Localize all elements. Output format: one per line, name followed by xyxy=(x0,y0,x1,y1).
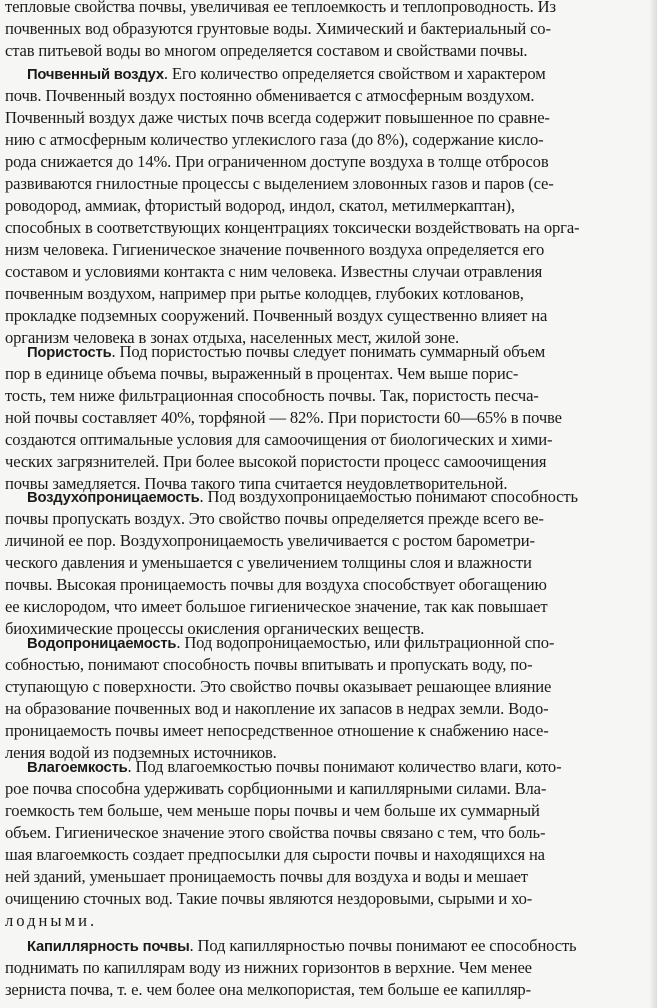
text-fragment: . Его количество определяется свойством и характером xyxy=(163,64,546,83)
text-line: низм человека. Гигиеническое значение почвенного воздуха определяется его xyxy=(5,240,545,259)
section-term: Воздухопроницаемость xyxy=(27,490,200,506)
text-line: роводород, аммиак, фтористый водород, индол, скатол, метилмеркаптан), xyxy=(5,196,515,215)
paragraph-first-line xyxy=(27,341,545,363)
text-line: почвы пропускать воздух. Это свойство почвы определяется прежде всего ве- xyxy=(5,509,544,528)
text-line: биохимические процессы окисления органических веществ. xyxy=(5,619,425,638)
section-term: Водопроницаемость xyxy=(27,636,177,652)
text-line: ней зданий, уменьшает проницаемость почвы для воздуха и воды и мешает xyxy=(5,867,528,886)
paragraph-first-line xyxy=(27,63,546,85)
text-line: нию с атмосферным количество углекислого газа (до 8%), содержание кисло- xyxy=(5,130,544,149)
paragraph-first-line xyxy=(27,756,561,778)
text-line: организм человека в зонах отдыха, населенных мест, жилой зоне. xyxy=(5,328,460,347)
text-line: почвы замедляется. Почва такого типа считается неудовлетворительной. xyxy=(5,474,508,493)
text-line: тепловые свойства почвы, увеличивая ее теплоемкость и теплопроводность. Из xyxy=(5,0,556,16)
text-line: ления водой из подземных источников. xyxy=(5,743,277,762)
text-line: ной почвы составляет 40%, торфяной — 82%. При пористости 60—65% в почве xyxy=(5,408,562,427)
text-line: лодными. xyxy=(5,911,98,930)
text-line: прокладке подземных сооружений. Почвенный воздух существенно влияет на xyxy=(5,306,548,325)
text-line: поднимать по капиллярам воду из нижних горизонтов в верхние. Чем менее xyxy=(5,958,532,977)
text-line: ступающую с поверхности. Это свойство почвы оказывает решающее влияние xyxy=(5,677,552,696)
section-term: Капиллярность почвы xyxy=(27,939,190,955)
text-line: личиной ее пор. Воздухопроницаемость увеличивается с ростом барометри- xyxy=(5,531,535,550)
section-term: Пористость xyxy=(27,345,112,361)
text-line: Почвенный воздух даже чистых почв всегда содержит повышенное по сравне- xyxy=(5,108,550,127)
text-line: ее кислородом, что имеет большое гигиеническое значение, так как повышает xyxy=(5,597,548,616)
text-line: гоемкость тем больше, чем меньше поры почвы и чем больше их суммарный xyxy=(5,801,540,820)
text-line: объем. Гигиеническое значение этого свойства почвы связано с тем, что боль- xyxy=(5,823,546,842)
text-line: став питьевой воды во многом определяется составом и свойствами почвы. xyxy=(5,41,528,60)
text-fragment: . Под пористостью почвы следует понимать суммарный объем xyxy=(111,342,546,361)
text-fragment: . Под капиллярностью почвы понимают ее способность xyxy=(189,936,577,955)
text-line: проницаемость почвы имеет непосредственное отношение к снабжению насе- xyxy=(5,721,549,740)
text-line: собностью, понимают способность почвы впитывать и пропускать воду, по- xyxy=(5,655,533,674)
text-line: очищению сточных вод. Такие почвы являются нездоровыми, сырыми и хо- xyxy=(5,889,533,908)
text-line: рое почва способна удерживать сорбционными и капиллярными силами. Вла- xyxy=(5,779,547,798)
text-line: развиваются гнилостные процессы с выделением зловонных газов и паров (се- xyxy=(5,174,554,193)
text-fragment: . Под воздухопроницаемостью понимают способность xyxy=(199,487,578,506)
paragraph-first-line xyxy=(27,935,576,957)
text-line: способных в соответствующих концентрациях токсически воздействовать на орга- xyxy=(5,218,580,237)
text-line: почвенным воздухом, например при рытье колодцев, глубоких котлованов, xyxy=(5,284,524,303)
text-line: почвы. Высокая проницаемость почвы для воздуха способствует обогащению xyxy=(5,575,547,594)
text-line: зерниста почва, т. е. чем более она мелкопористая, тем больше ее капилляр- xyxy=(5,980,531,999)
text-line: почвенных вод образуются грунтовые воды. Химический и бактериальный со- xyxy=(5,19,551,38)
text-line: почв. Почвенный воздух постоянно обменивается с атмосферным воздухом. xyxy=(5,86,535,105)
section-term: Влагоемкость xyxy=(27,760,128,776)
text-line: пор в единице объема почвы, выраженный в процентах. Чем выше порис- xyxy=(5,364,519,383)
page-edge-shadow xyxy=(649,0,657,1008)
text-line: тость, тем ниже фильтрационная способность почвы. Так, пористость песча- xyxy=(5,386,539,405)
text-line: составом и условиями контакта с ним человека. Известны случаи отравления xyxy=(5,262,543,281)
text-fragment: . Под влагоемкостью почвы понимают количество влаги, кото- xyxy=(127,757,562,776)
text-line: ческого давления и уменьшается с увеличением толщины слоя и влажности xyxy=(5,553,532,572)
text-line: ческих загрязнителей. При более высокой пористости процесс самоочищения xyxy=(5,452,547,471)
text-line: рода снижается до 14%. При ограниченном доступе воздуха в толще отбросов xyxy=(5,152,549,171)
text-line: на образование почвенных вод и накопление их запасов в недрах земли. Водо- xyxy=(5,699,549,718)
text-fragment: . Под водопроницаемостью, или фильтрационной спо- xyxy=(176,633,555,652)
text-line: создаются оптимальные условия для самоочищения от биологических и хими- xyxy=(5,430,553,449)
paragraph-first-line xyxy=(27,486,578,508)
section-term: Почвенный воздух xyxy=(27,67,164,83)
paragraph-first-line xyxy=(27,632,554,654)
text-line: шая влагоемкость создает предпосылки для сырости почвы и находящихся на xyxy=(5,845,545,864)
